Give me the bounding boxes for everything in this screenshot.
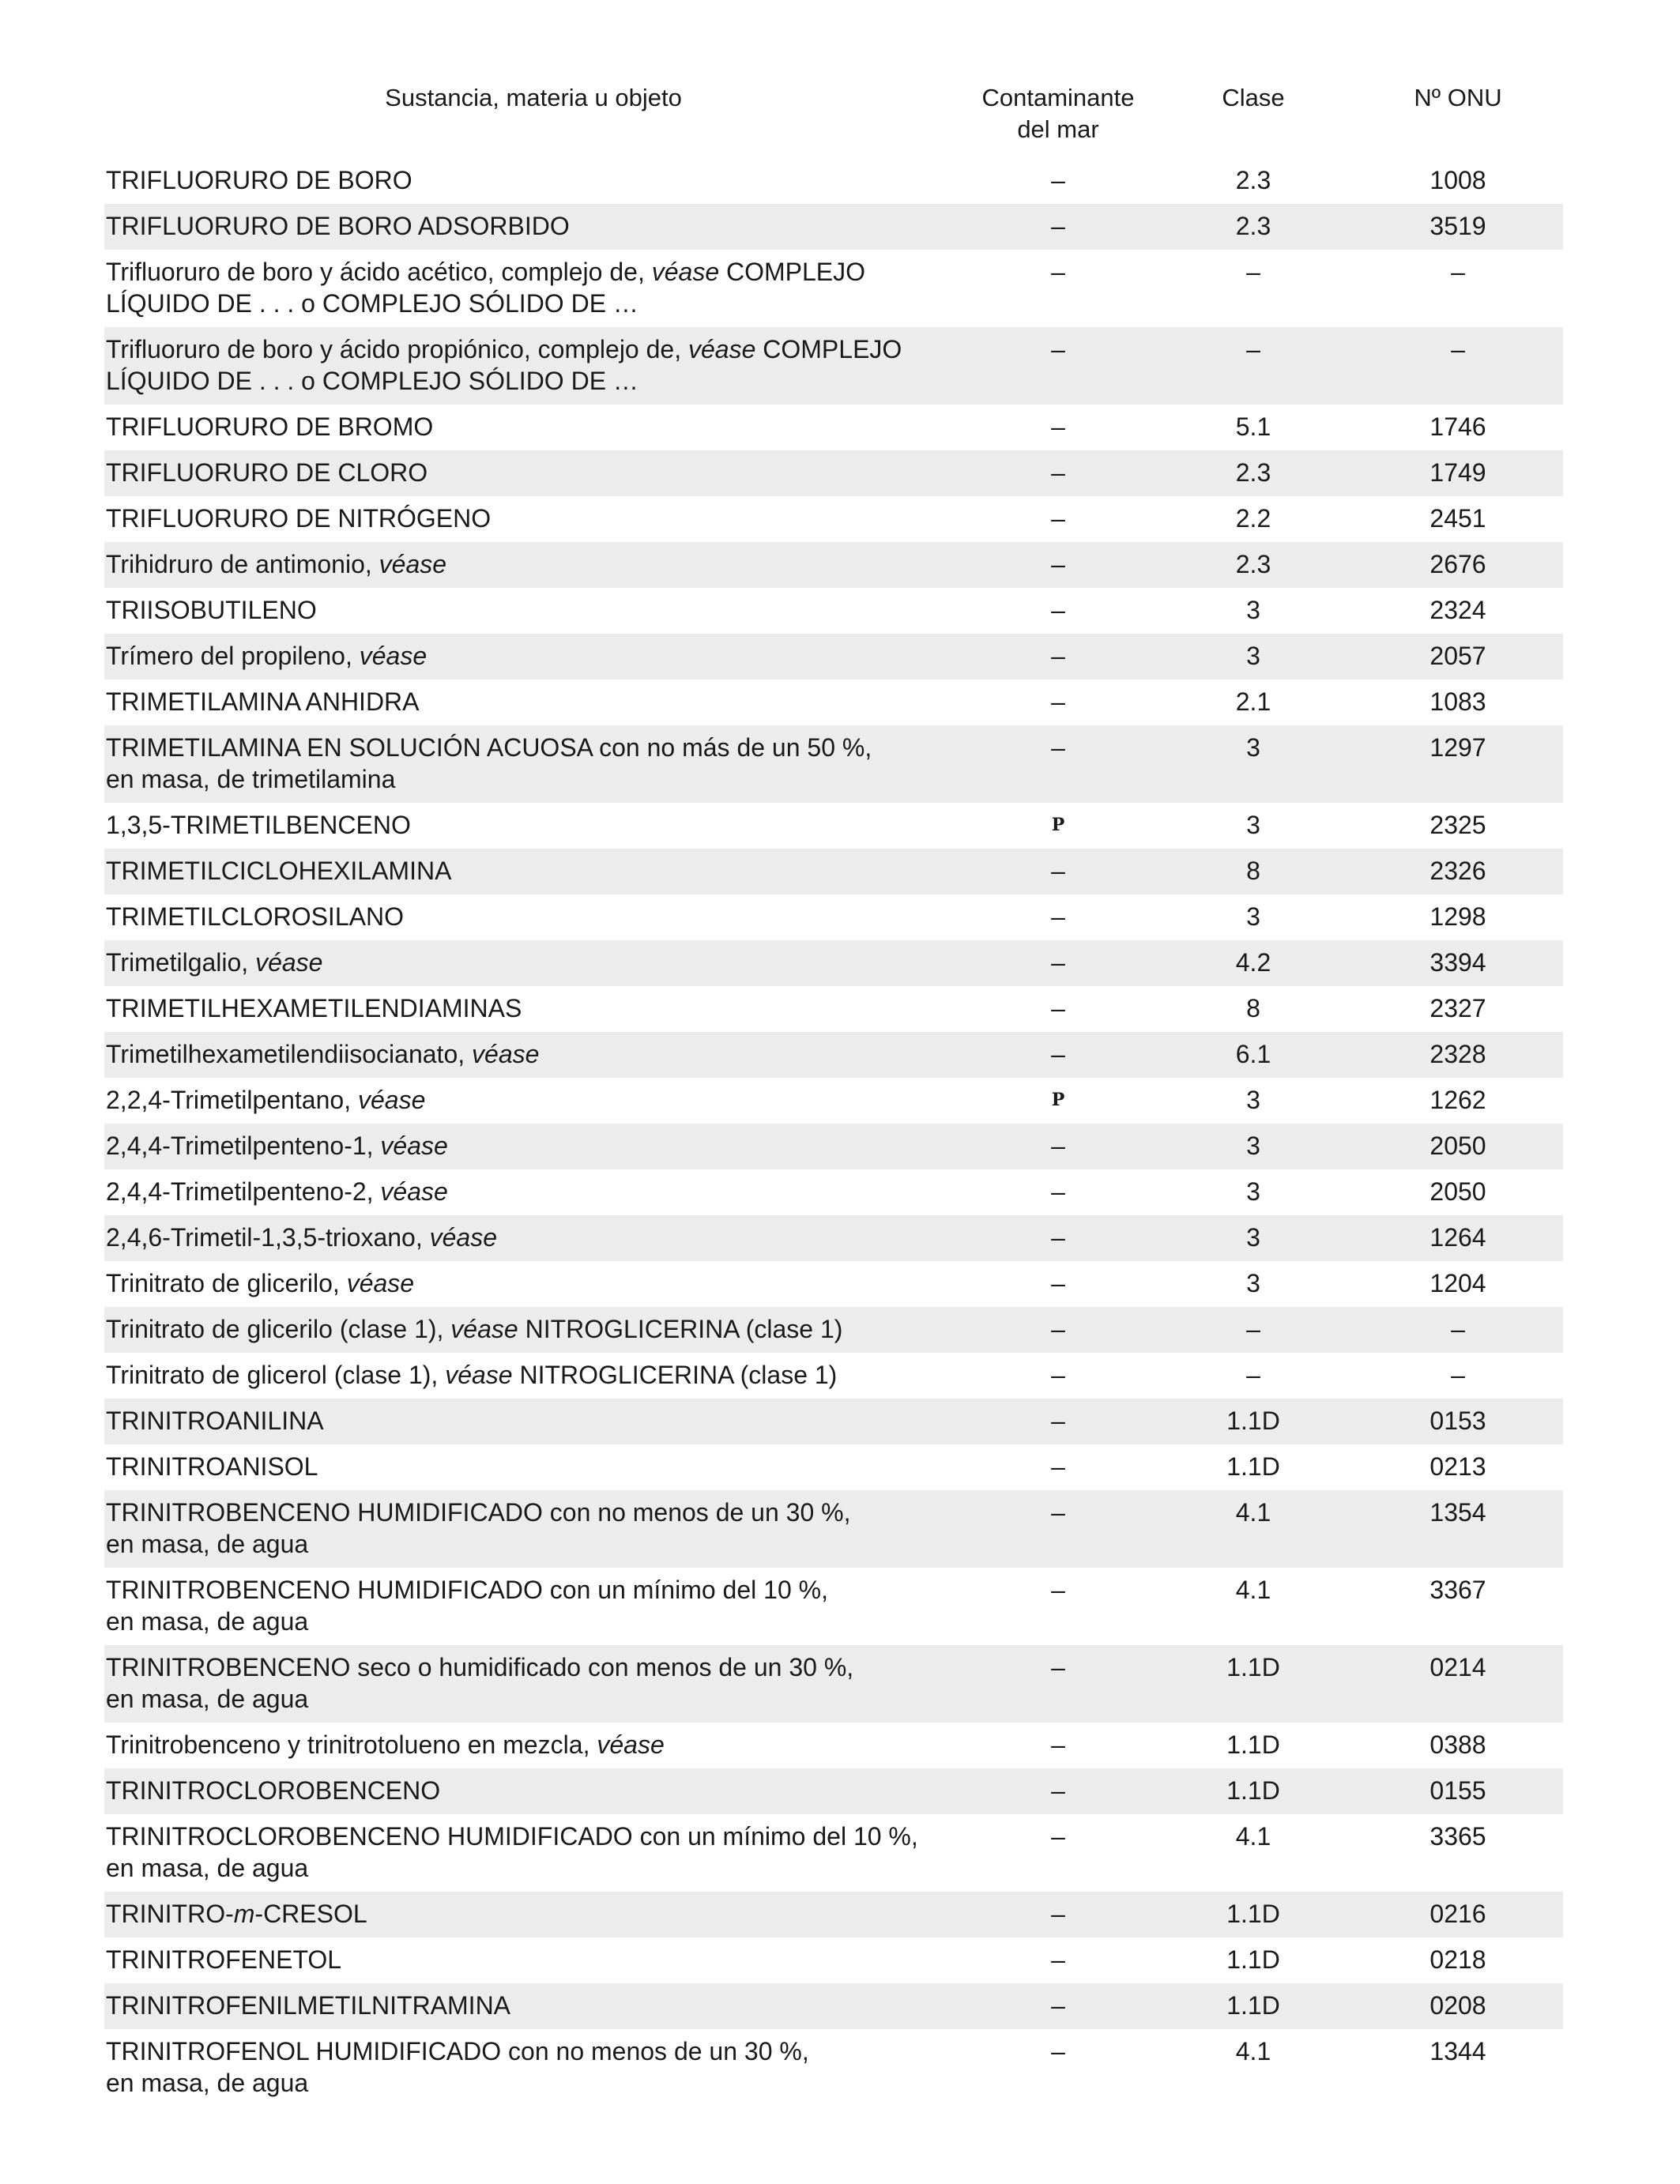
- cell-class: –: [1246, 335, 1260, 363]
- cell-substance: [104, 947, 962, 986]
- substance-text: 2,4,6-Trimetil-1,3,5-trioxano,: [106, 1223, 430, 1252]
- cell-un-number: 1298: [1430, 902, 1486, 931]
- substance-text: COMPLEJO: [719, 258, 866, 286]
- cell-marine-pollutant: –: [1051, 1452, 1065, 1481]
- cell-un-number: 3367: [1430, 1576, 1486, 1604]
- substance-text: véase: [450, 1315, 518, 1343]
- cell-class: 1.1D: [1226, 1653, 1280, 1681]
- cell-substance: [104, 1898, 962, 1937]
- substance-text: TRINITROFENETOL: [106, 1945, 342, 1974]
- cell-substance: [104, 256, 962, 327]
- dangerous-goods-table: [104, 79, 1563, 2107]
- cell-marine-pollutant: –: [1051, 1223, 1065, 1252]
- table-row: [104, 1215, 1563, 1261]
- substance-text: véase: [357, 1086, 426, 1114]
- substance-text: NITROGLICERINA (clase 1): [512, 1361, 838, 1389]
- cell-class: 3: [1246, 1223, 1260, 1252]
- table-row: [104, 1169, 1563, 1215]
- cell-marine-pollutant: –: [1051, 212, 1065, 240]
- cell-marine-pollutant: –: [1051, 550, 1065, 578]
- substance-text: TRINITROBENCENO seco o humidificado con menos de un 30 %,: [106, 1653, 854, 1681]
- substance-text: TRIFLUORURO DE BORO ADSORBIDO: [106, 212, 570, 240]
- cell-substance: [104, 594, 962, 634]
- cell-un-number: 1354: [1430, 1498, 1486, 1527]
- cell-substance: [104, 164, 962, 204]
- substance-text: LÍQUIDO DE . . . o COMPLEJO SÓLIDO DE …: [106, 367, 638, 395]
- table-row: [104, 1261, 1563, 1307]
- header-marine-line2: del mar: [1017, 115, 1099, 143]
- substance-text: véase: [380, 1132, 448, 1160]
- cell-un-number: 0208: [1430, 1991, 1486, 2020]
- cell-un-number: 0213: [1430, 1452, 1486, 1481]
- header-class: Clase: [1222, 84, 1285, 111]
- cell-marine-pollutant: –: [1051, 1361, 1065, 1389]
- table-row: [104, 1645, 1563, 1723]
- cell-un-number: 1297: [1430, 733, 1486, 762]
- substance-text: TRINITROANISOL: [106, 1452, 318, 1481]
- cell-marine-pollutant: –: [1051, 1315, 1065, 1343]
- cell-class: 6.1: [1235, 1040, 1271, 1068]
- substance-text: en masa, de agua: [106, 1685, 309, 1713]
- cell-substance: [104, 1176, 962, 1215]
- header-un-number: Nº ONU: [1414, 84, 1502, 111]
- cell-marine-pollutant: –: [1051, 857, 1065, 885]
- table-row: [104, 1078, 1563, 1124]
- cell-marine-pollutant: –: [1051, 1132, 1065, 1160]
- cell-class: 2.2: [1235, 504, 1271, 533]
- substance-text: Trifluoruro de boro y ácido acético, complejo de,: [106, 258, 652, 286]
- cell-class: 3: [1246, 1086, 1260, 1114]
- cell-marine-pollutant: –: [1051, 166, 1065, 194]
- cell-class: 1.1D: [1226, 1452, 1280, 1481]
- substance-text: TRINITROFENOL HUMIDIFICADO con no menos de un 30 %,: [106, 2037, 809, 2065]
- table-row: [104, 725, 1563, 803]
- table-row: [104, 1490, 1563, 1568]
- cell-un-number: 1344: [1430, 2037, 1486, 2065]
- substance-text: COMPLEJO: [755, 335, 902, 363]
- cell-class: 2.3: [1235, 212, 1271, 240]
- cell-substance: [104, 411, 962, 450]
- substance-text: véase: [346, 1269, 415, 1297]
- cell-substance: [104, 1651, 962, 1723]
- cell-un-number: 2324: [1430, 596, 1486, 624]
- table-row: [104, 1124, 1563, 1169]
- cell-marine-pollutant: –: [1051, 1269, 1065, 1297]
- cell-substance: [104, 1130, 962, 1169]
- cell-marine-pollutant: –: [1051, 458, 1065, 487]
- cell-substance: [104, 457, 962, 496]
- cell-substance: [104, 1359, 962, 1399]
- cell-class: –: [1246, 1315, 1260, 1343]
- substance-text: TRINITROCLOROBENCENO: [106, 1776, 441, 1805]
- cell-un-number: 1083: [1430, 687, 1486, 716]
- cell-marine-pollutant: –: [1051, 412, 1065, 441]
- table-row: [104, 496, 1563, 542]
- substance-text: Trímero del propileno,: [106, 642, 360, 670]
- cell-un-number: 1262: [1430, 1086, 1486, 1114]
- table-row: [104, 986, 1563, 1032]
- substance-text: véase: [651, 258, 720, 286]
- cell-marine-pollutant: –: [1051, 1040, 1065, 1068]
- substance-text: TRIFLUORURO DE BROMO: [106, 412, 434, 441]
- cell-class: –: [1246, 258, 1260, 286]
- cell-class: –: [1246, 1361, 1260, 1389]
- table-row: [104, 1937, 1563, 1983]
- cell-un-number: 2326: [1430, 857, 1486, 885]
- substance-text: LÍQUIDO DE . . . o COMPLEJO SÓLIDO DE …: [106, 289, 638, 318]
- cell-un-number: 3519: [1430, 212, 1486, 240]
- cell-substance: [104, 732, 962, 803]
- header-marine-pollutant: [962, 79, 1154, 158]
- cell-substance: [104, 901, 962, 940]
- cell-marine-pollutant: –: [1051, 733, 1065, 762]
- cell-class: 3: [1246, 811, 1260, 839]
- substance-text: TRINITROFENILMETILNITRAMINA: [106, 1991, 511, 2020]
- table-row: [104, 1444, 1563, 1490]
- cell-class: 2.3: [1235, 458, 1271, 487]
- table-row: [104, 940, 1563, 986]
- cell-substance: [104, 1729, 962, 1768]
- substance-text: véase: [445, 1361, 513, 1389]
- cell-marine-pollutant: –: [1051, 258, 1065, 286]
- substance-text: TRINITRO-: [106, 1900, 234, 1928]
- cell-class: 2.3: [1235, 166, 1271, 194]
- table-row: [104, 634, 1563, 680]
- cell-class: 3: [1246, 902, 1260, 931]
- cell-marine-pollutant: –: [1051, 1730, 1065, 1759]
- substance-text: TRIMETILCICLOHEXILAMINA: [106, 857, 452, 885]
- cell-marine-pollutant: –: [1051, 1822, 1065, 1851]
- cell-marine-pollutant: P: [1051, 1090, 1065, 1110]
- cell-marine-pollutant: –: [1051, 948, 1065, 977]
- table-row: [104, 1399, 1563, 1444]
- substance-text: Trinitrato de glicerol (clase 1),: [106, 1361, 446, 1389]
- cell-marine-pollutant: –: [1051, 642, 1065, 670]
- cell-substance: [104, 2035, 962, 2107]
- table-row: [104, 1814, 1563, 1892]
- cell-un-number: 3365: [1430, 1822, 1486, 1851]
- cell-substance: [104, 1451, 962, 1490]
- cell-substance: [104, 1084, 962, 1124]
- cell-marine-pollutant: –: [1051, 1900, 1065, 1928]
- cell-marine-pollutant: –: [1051, 335, 1065, 363]
- table-row: [104, 450, 1563, 496]
- cell-class: 4.1: [1235, 1576, 1271, 1604]
- cell-un-number: 3394: [1430, 948, 1486, 977]
- cell-un-number: 0388: [1430, 1730, 1486, 1759]
- cell-un-number: 1746: [1430, 412, 1486, 441]
- cell-un-number: 2328: [1430, 1040, 1486, 1068]
- cell-class: 8: [1246, 857, 1260, 885]
- substance-text: Trimetilhexametilendiisocianato,: [106, 1040, 473, 1068]
- cell-marine-pollutant: –: [1051, 1776, 1065, 1805]
- substance-text: véase: [687, 335, 756, 363]
- cell-class: 5.1: [1235, 412, 1271, 441]
- cell-class: 2.3: [1235, 550, 1271, 578]
- cell-class: 1.1D: [1226, 1776, 1280, 1805]
- cell-marine-pollutant: –: [1051, 1991, 1065, 2020]
- substance-text: Trifluoruro de boro y ácido propiónico, complejo de,: [106, 335, 688, 363]
- cell-marine-pollutant: –: [1051, 1498, 1065, 1527]
- substance-text: TRINITROANILINA: [106, 1406, 324, 1435]
- cell-un-number: 2050: [1430, 1177, 1486, 1206]
- cell-class: 1.1D: [1226, 1406, 1280, 1435]
- table-row: [104, 1892, 1563, 1937]
- table-row: [104, 327, 1563, 405]
- substance-text: TRIMETILHEXAMETILENDIAMINAS: [106, 994, 522, 1022]
- cell-un-number: 1008: [1430, 166, 1486, 194]
- cell-class: 2.1: [1235, 687, 1271, 716]
- table-row: [104, 250, 1563, 327]
- table-row: [104, 542, 1563, 588]
- cell-class: 3: [1246, 733, 1260, 762]
- table-row: [104, 1723, 1563, 1768]
- substance-text: TRINITROBENCENO HUMIDIFICADO con un mínimo del 10 %,: [106, 1576, 828, 1604]
- cell-substance: [104, 855, 962, 894]
- substance-text: véase: [472, 1040, 540, 1068]
- cell-class: 3: [1246, 1269, 1260, 1297]
- substance-text: en masa, de agua: [106, 1854, 309, 1882]
- substance-text: TRIMETILAMINA EN SOLUCIÓN ACUOSA con no más de un 50 %,: [106, 733, 872, 762]
- substance-text: en masa, de agua: [106, 1607, 309, 1636]
- substance-text: Trinitrato de glicerilo,: [106, 1269, 347, 1297]
- cell-un-number: 1204: [1430, 1269, 1486, 1297]
- substance-text: TRIFLUORURO DE BORO: [106, 166, 412, 194]
- cell-class: 4.1: [1235, 1822, 1271, 1851]
- cell-marine-pollutant: –: [1051, 1945, 1065, 1974]
- cell-un-number: –: [1451, 1315, 1465, 1343]
- substance-text: NITROGLICERINA (clase 1): [518, 1315, 843, 1343]
- cell-class: 1.1D: [1226, 1730, 1280, 1759]
- cell-un-number: 2325: [1430, 811, 1486, 839]
- cell-marine-pollutant: –: [1051, 1653, 1065, 1681]
- cell-marine-pollutant: –: [1051, 902, 1065, 931]
- cell-substance: [104, 1267, 962, 1307]
- table-body: [104, 158, 1563, 2107]
- cell-class: 4.1: [1235, 1498, 1271, 1527]
- substance-text: véase: [379, 550, 447, 578]
- cell-class: 8: [1246, 994, 1260, 1022]
- cell-class: 3: [1246, 642, 1260, 670]
- cell-substance: [104, 210, 962, 250]
- table-row: [104, 849, 1563, 894]
- substance-text: en masa, de agua: [106, 2069, 309, 2097]
- cell-un-number: –: [1451, 1361, 1465, 1389]
- table-row: [104, 1983, 1563, 2029]
- cell-class: 4.1: [1235, 2037, 1271, 2065]
- cell-substance: [104, 1944, 962, 1983]
- cell-substance: [104, 1574, 962, 1645]
- substance-text: 2,4,4-Trimetilpenteno-2,: [106, 1177, 381, 1206]
- cell-class: 4.2: [1235, 948, 1271, 977]
- table-row: [104, 1768, 1563, 1814]
- substance-text: m: [233, 1900, 255, 1928]
- substance-text: en masa, de trimetilamina: [106, 765, 396, 793]
- cell-substance: [104, 1313, 962, 1353]
- cell-substance: [104, 640, 962, 680]
- header-substance: Sustancia, materia u objeto: [385, 84, 682, 111]
- substance-text: TRIFLUORURO DE NITRÓGENO: [106, 504, 492, 533]
- cell-substance: [104, 992, 962, 1032]
- cell-marine-pollutant: –: [1051, 1576, 1065, 1604]
- cell-marine-pollutant: –: [1051, 596, 1065, 624]
- cell-class: 1.1D: [1226, 1900, 1280, 1928]
- cell-marine-pollutant: P: [1051, 815, 1065, 835]
- cell-un-number: 2050: [1430, 1132, 1486, 1160]
- cell-un-number: 0218: [1430, 1945, 1486, 1974]
- cell-substance: [104, 1775, 962, 1814]
- cell-class: 3: [1246, 596, 1260, 624]
- table-row: [104, 405, 1563, 450]
- substance-text: 1,3,5-TRIMETILBENCENO: [106, 811, 411, 839]
- substance-text: 2,4,4-Trimetilpenteno-1,: [106, 1132, 381, 1160]
- substance-text: 2,2,4-Trimetilpentano,: [106, 1086, 358, 1114]
- cell-un-number: 2451: [1430, 504, 1486, 533]
- substance-text: véase: [380, 1177, 448, 1206]
- table-row: [104, 158, 1563, 204]
- cell-un-number: 2057: [1430, 642, 1486, 670]
- cell-un-number: 2676: [1430, 550, 1486, 578]
- substance-text: Trimetilgalio,: [106, 948, 256, 977]
- table-row: [104, 1353, 1563, 1399]
- substance-text: véase: [359, 642, 428, 670]
- table-header: [104, 79, 1563, 158]
- cell-un-number: 0214: [1430, 1653, 1486, 1681]
- substance-text: véase: [255, 948, 323, 977]
- substance-text: TRIMETILAMINA ANHIDRA: [106, 687, 420, 716]
- substance-text: TRINITROBENCENO HUMIDIFICADO con no menos de un 30 %,: [106, 1498, 851, 1527]
- header-marine-line1: Contaminante: [981, 84, 1135, 111]
- cell-class: 3: [1246, 1132, 1260, 1160]
- cell-un-number: –: [1451, 258, 1465, 286]
- substance-text: Trinitrobenceno y trinitrotolueno en mezcla,: [106, 1730, 597, 1759]
- table-row: [104, 680, 1563, 725]
- substance-text: véase: [429, 1223, 498, 1252]
- cell-un-number: 0155: [1430, 1776, 1486, 1805]
- table-row: [104, 803, 1563, 849]
- cell-marine-pollutant: –: [1051, 1406, 1065, 1435]
- substance-text: Trinitrato de glicerilo (clase 1),: [106, 1315, 451, 1343]
- cell-substance: [104, 1222, 962, 1261]
- table-row: [104, 894, 1563, 940]
- cell-un-number: 0216: [1430, 1900, 1486, 1928]
- substance-text: TRIFLUORURO DE CLORO: [106, 458, 428, 487]
- substance-text: TRINITROCLOROBENCENO HUMIDIFICADO con un mínimo del 10 %,: [106, 1822, 918, 1851]
- substance-text: en masa, de agua: [106, 1530, 309, 1558]
- table-row: [104, 1032, 1563, 1078]
- cell-substance: [104, 1497, 962, 1568]
- substance-text: -CRESOL: [254, 1900, 367, 1928]
- cell-substance: [104, 1990, 962, 2029]
- table-row: [104, 2029, 1563, 2107]
- table-row: [104, 1307, 1563, 1353]
- cell-substance: [104, 1405, 962, 1444]
- cell-marine-pollutant: –: [1051, 994, 1065, 1022]
- cell-class: 3: [1246, 1177, 1260, 1206]
- table-row: [104, 204, 1563, 250]
- cell-un-number: 1749: [1430, 458, 1486, 487]
- cell-substance: [104, 503, 962, 542]
- table-row: [104, 1568, 1563, 1645]
- cell-substance: [104, 1038, 962, 1078]
- cell-un-number: 1264: [1430, 1223, 1486, 1252]
- substance-text: TRIISOBUTILENO: [106, 596, 317, 624]
- substance-text: TRIMETILCLOROSILANO: [106, 902, 404, 931]
- cell-un-number: 2327: [1430, 994, 1486, 1022]
- substance-text: Trihidruro de antimonio,: [106, 550, 379, 578]
- cell-substance: [104, 333, 962, 405]
- cell-class: 1.1D: [1226, 1991, 1280, 2020]
- cell-marine-pollutant: –: [1051, 504, 1065, 533]
- cell-substance: [104, 1821, 962, 1892]
- cell-un-number: 0153: [1430, 1406, 1486, 1435]
- cell-marine-pollutant: –: [1051, 1177, 1065, 1206]
- cell-un-number: –: [1451, 335, 1465, 363]
- cell-substance: [104, 809, 962, 849]
- cell-substance: [104, 686, 962, 725]
- cell-substance: [104, 548, 962, 588]
- cell-class: 1.1D: [1226, 1945, 1280, 1974]
- cell-marine-pollutant: –: [1051, 2037, 1065, 2065]
- table-row: [104, 588, 1563, 634]
- substance-text: véase: [597, 1730, 665, 1759]
- cell-marine-pollutant: –: [1051, 687, 1065, 716]
